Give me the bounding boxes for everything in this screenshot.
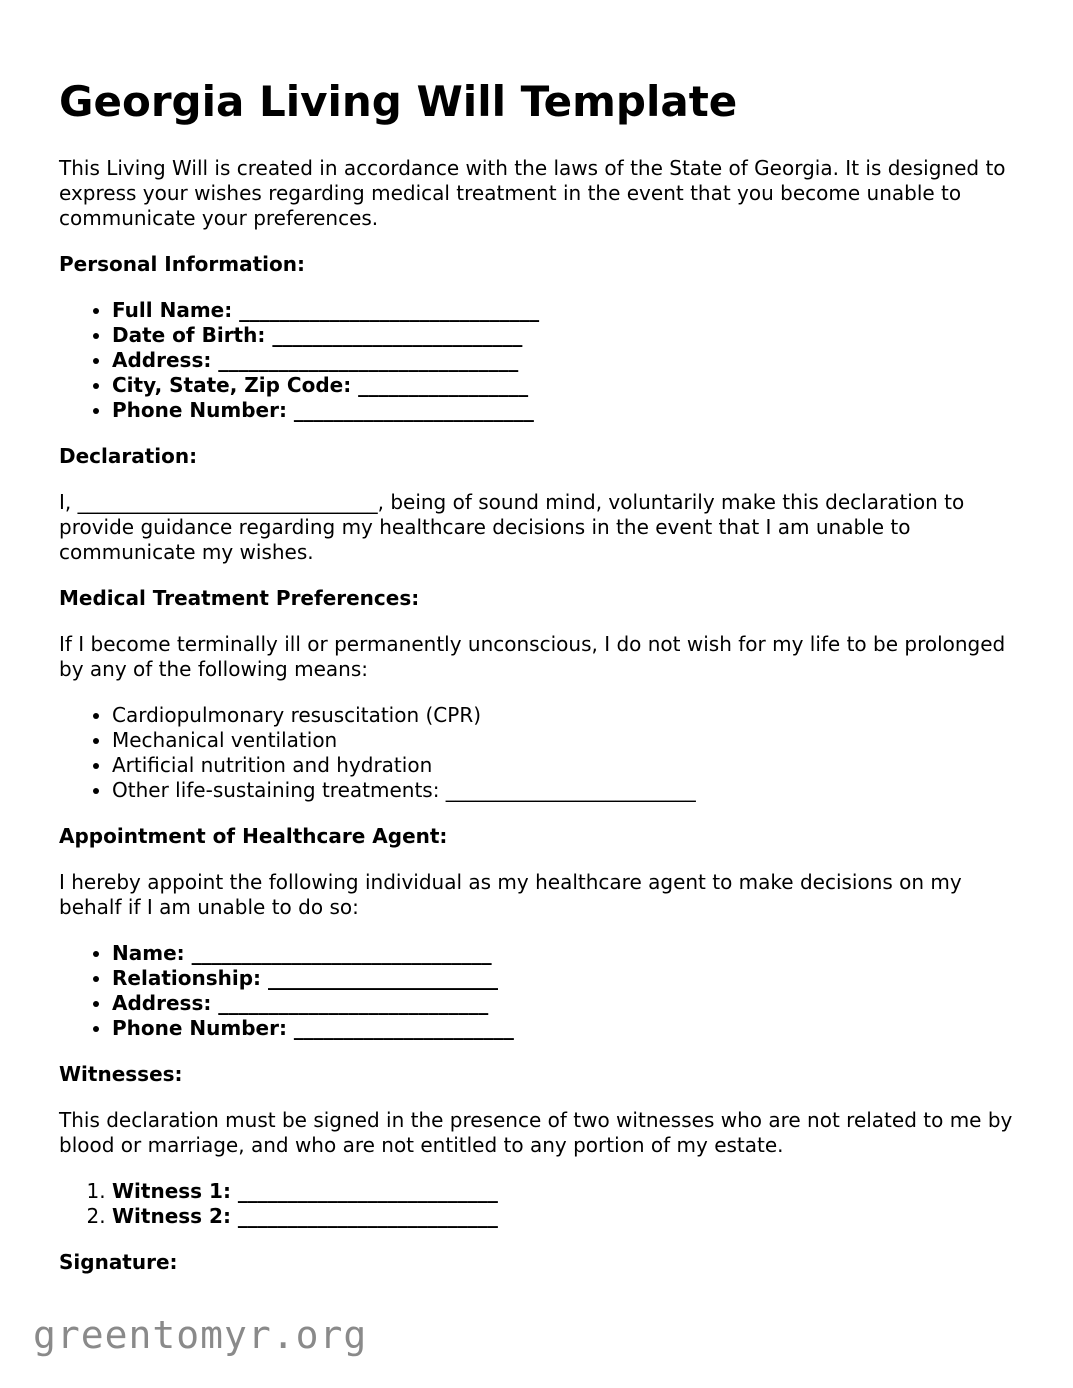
healthcare-agent-paragraph: I hereby appoint the following individual as my healthcare agent to make decisions on my behalf if I am unable to do so: bbox=[59, 870, 962, 919]
agent-address-field[interactable]: • Address: ___________________________ bbox=[112, 991, 1019, 1016]
list-item-ventilation: • Mechanical ventilation bbox=[112, 728, 1019, 753]
intro-paragraph: This Living Will is created in accordance with the laws of the State of Georgia. It is designed to express your wishes regarding medical treatment in the event that you become unable to communicate your preferences. bbox=[59, 156, 1006, 230]
document-title: Georgia Living Will Template bbox=[59, 77, 738, 126]
phone-number-field[interactable]: • Phone Number: ________________________ bbox=[112, 398, 1019, 423]
agent-phone-field[interactable]: • Phone Number: ______________________ bbox=[112, 1016, 1019, 1041]
full-name-field[interactable]: • Full Name: ______________________________ bbox=[112, 298, 1019, 323]
medical-preferences-paragraph: If I become terminally ill or permanently unconscious, I do not wish for my life to be prolonged by any of the following means: bbox=[59, 632, 1006, 681]
medical-preferences-list bbox=[59, 703, 1019, 803]
declaration-paragraph: I, ______________________________, being of sound mind, voluntarily make this declaration to provide guidance regarding my healthcare decisions in the event that I am unable to communicate my wishes. bbox=[59, 490, 965, 564]
witnesses-list bbox=[59, 1179, 1019, 1229]
list-item-nutrition: • Artificial nutrition and hydration bbox=[112, 753, 1019, 778]
city-state-zip-field[interactable]: • City, State, Zip Code: _________________ bbox=[112, 373, 1019, 398]
document-page bbox=[59, 76, 1019, 1275]
signature-heading: Signature: bbox=[59, 1250, 178, 1274]
watermark: greentomyr.org bbox=[33, 1313, 368, 1357]
medical-preferences-heading: Medical Treatment Preferences: bbox=[59, 586, 420, 610]
personal-information-list bbox=[59, 298, 1019, 423]
agent-name-field[interactable]: • Name: ______________________________ bbox=[112, 941, 1019, 966]
agent-relationship-field[interactable]: • Relationship: _______________________ bbox=[112, 966, 1019, 991]
witness-2-field[interactable]: 2. Witness 2: __________________________ bbox=[112, 1204, 1019, 1229]
other-treatments-field[interactable]: • Other life-sustaining treatments: _________________________ bbox=[112, 778, 1019, 803]
date-of-birth-field[interactable]: • Date of Birth: _________________________ bbox=[112, 323, 1019, 348]
healthcare-agent-list bbox=[59, 941, 1019, 1041]
witnesses-paragraph: This declaration must be signed in the presence of two witnesses who are not related to me by blood or marriage, and who are not entitled to any portion of my estate. bbox=[59, 1108, 1013, 1157]
healthcare-agent-heading: Appointment of Healthcare Agent: bbox=[59, 824, 448, 848]
personal-information-heading: Personal Information: bbox=[59, 252, 305, 276]
declaration-heading: Declaration: bbox=[59, 444, 198, 468]
address-field[interactable]: • Address: ______________________________ bbox=[112, 348, 1019, 373]
witnesses-heading: Witnesses: bbox=[59, 1062, 183, 1086]
list-item-cpr: • Cardiopulmonary resuscitation (CPR) bbox=[112, 703, 1019, 728]
witness-1-field[interactable]: 1. Witness 1: __________________________ bbox=[112, 1179, 1019, 1204]
